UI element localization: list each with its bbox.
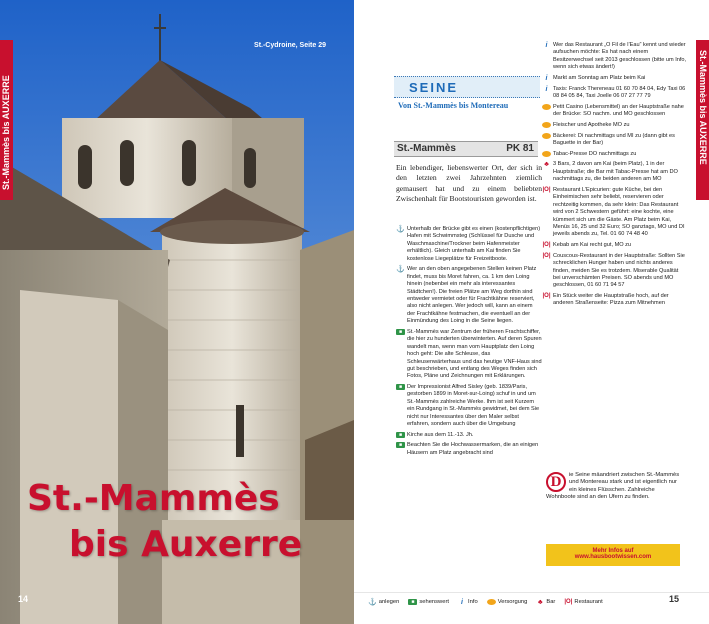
section-subtitle: Von St.-Mammès bis Montereau: [398, 101, 509, 110]
entry-text: St.-Mammès war Zentrum der früheren Frachtschiffer, die hier zu hunderten überwinterten. Auf deren Spuren wandelt man, wenn man vom Hauptplatz den Loing hoch geht: Die alte Schleuse, das Schleusenwärterhaus und das heutige VNF-Haus sind gut beschrieben, und entlang des Weges finden sich Fotos, Pläne und Zeichnungen mit Erklärungen.: [407, 328, 542, 380]
supply-icon: [542, 133, 551, 139]
legend-label: Info: [468, 599, 478, 605]
anchor-icon: ⚓: [396, 266, 405, 274]
entry-text: Taxis: Franck Thereneau 01 60 70 84 04, Edy Taxi 06 08 84 05 84, Taxi Joelle 06 07 27 77 79: [553, 85, 686, 100]
more-info-url: www.hausbootwissen.com: [574, 554, 652, 560]
entry-text: Tabac-Presse DO nachmittags zu: [553, 150, 637, 157]
restaurant-icon: |O|: [564, 599, 573, 605]
sight-icon: ■: [396, 432, 405, 438]
side-tab-right-label: St.-Mammès bis AUXERRE: [698, 50, 708, 165]
supply-icon: [542, 122, 551, 128]
sight-icon: ■: [396, 384, 405, 390]
legend-item: [458, 599, 478, 606]
chapter-title-line2: bis Auxerre: [69, 524, 303, 565]
supply-icon: [542, 151, 551, 157]
intro-paragraph: Ein lebendiger, liebenswerter Ort, der sich in den letzten zwei Jahrzehnten ziemlich gemausert hat und zu einem beliebten Zwischenhalt für Bootstouristen geworden ist.: [396, 163, 542, 203]
side-tab-right: [696, 40, 709, 200]
info-icon: i: [545, 42, 548, 49]
entry-text: Restaurant L’Epicurien: gute Küche, bei den Einheimischen sehr beliebt, reservieren oder rechtzeitig kommen, da sehr klein: Das Restaurant wird von 2 Schwestern geführt: eine kochte, eine kümmert sich um die Gäste. Am Platz beim Kai, Menüs 16, 25 und 32 Euro; SO ganztags, MO und DI jeweils abends zu, Tel. 01 60 74 48 40: [553, 186, 685, 238]
chapter-title-line1: St.-Mammès: [27, 478, 280, 519]
entry-item: [542, 122, 687, 129]
bar-icon: ♣: [544, 161, 549, 169]
restaurant-icon: |O|: [542, 242, 551, 249]
info-icon: i: [545, 85, 548, 93]
legend-item: [368, 598, 399, 606]
entry-text: Fleischer und Apotheke MO zu: [553, 121, 630, 128]
section-title-box: [394, 76, 540, 98]
restaurant-icon: |O|: [542, 252, 551, 259]
entry-text: Kebab am Kai recht gut, MO zu: [553, 242, 632, 249]
note-text: ie Seine mäandriert zwischen St.-Mammès und Montereau stark und ist eigentlich nur ein kleines Flüsschen. Zahlreiche Wohnboote sind an den Ufern zu finden.: [546, 472, 680, 501]
entry-item: [396, 432, 542, 439]
entries-left-column: [396, 226, 542, 461]
icon-legend: [368, 595, 668, 609]
entry-item: [542, 133, 687, 148]
entry-item: [542, 42, 687, 72]
entry-text: Der Impressionist Alfred Sisley (geb. 1839/Paris, gestorben 1899 in Moret-sur-Loing) schuf in und um St.-Mammès zahlreiche Werke. Ihm ist seit Kurzem ein Rundgang in St.-Mammès gewidmet, bei dem Sie nicht nur Interessantes über den Maler selbst erfahren, sondern auch über die Umgebung: [407, 384, 540, 428]
legend-item: [564, 599, 602, 605]
page-number-right: 15: [668, 594, 679, 604]
anchor-icon: ⚓: [368, 599, 377, 606]
entry-item: [542, 187, 687, 239]
entry-item: [542, 86, 687, 101]
info-icon: i: [461, 598, 463, 606]
entry-text: Wer an den oben angegebenen Stellen keinen Platz findet, muss bis Moret fahren, ca. 1 km den Loing hinein (nebenbei ein mehr als interessantes Städtchen!). Die freien Plätze am Weg dorthin sind entweder vermietet oder für Frachtkähne reserviert, also nicht anlegen. Wer jedoch will, kann an einem der Frachtkähne festmachen, die eventuell an der Einmündung des Loing in die Seine liegen.: [407, 266, 537, 325]
entry-text: 3 Bars, 2 davon am Kai (beim Platz), 1 in der Hauptstraße; die Bar mit Tabac-Presse hat am DO nachmittags zu, die beiden anderen am MO: [553, 161, 678, 183]
place-header: [394, 141, 538, 157]
river-note: [546, 472, 684, 502]
entry-item: [396, 384, 542, 428]
legend-label: Restaurant: [574, 599, 603, 605]
info-icon: i: [545, 74, 548, 82]
more-info-label: Mehr Infos auf: [592, 548, 634, 554]
photo-caption: St.-Cydroine, Seite 29: [254, 42, 326, 49]
legend-item: [536, 599, 555, 606]
left-page-photo: [0, 0, 354, 624]
entry-item: [542, 151, 687, 158]
legend-item: [408, 599, 449, 605]
section-title: SEINE: [409, 80, 459, 95]
chapter-title: [27, 476, 302, 568]
entry-item: [396, 266, 542, 325]
entries-right-column: [542, 42, 687, 311]
legend-label: Bar: [546, 599, 556, 605]
entry-item: [542, 104, 687, 119]
entry-text: Kirche aus dem 11.-13. Jh.: [407, 431, 474, 438]
page-number-left: 14: [18, 594, 29, 604]
more-info-box: [546, 544, 680, 566]
legend-label: Versorgung: [497, 599, 528, 605]
entry-item: [542, 293, 687, 308]
entry-text: Wer das Restaurant „O Fil de l’Eau“ kennt und wieder aufsuchen möchte: Es hat nach einem Besitzerwechsel seit 2013 geschlossen (bitte um Info, wenn sich etwas ändert!): [553, 42, 687, 71]
bar-icon: ♣: [538, 598, 543, 606]
note-dropcap: D: [546, 472, 566, 492]
restaurant-icon: |O|: [542, 186, 551, 193]
entry-text: Couscous-Restaurant in der Hauptstraße: Sollten Sie schrecklichen Hunger haben und nichts anderes finden, meiden Sie es trotzdem. Miserable Qualität bei unverschämten Preisen. SO abends und MO geschlossen, 01 60 71 94 57: [553, 252, 685, 289]
sight-icon: ■: [408, 599, 417, 605]
entry-item: [542, 161, 687, 183]
pk-marker: PK 81: [506, 143, 534, 154]
entry-text: Markt am Sonntag am Platz beim Kai: [553, 74, 646, 81]
right-page: [354, 0, 709, 624]
entry-item: [542, 253, 687, 290]
legend-divider: [354, 592, 709, 593]
legend-label: sehenswert: [419, 599, 450, 605]
restaurant-icon: |O|: [542, 293, 551, 300]
anchor-icon: ⚓: [396, 226, 405, 233]
entry-item: [542, 242, 687, 249]
entry-text: Petit Casino (Lebensmittel) an der Hauptstraße nahe der Brücke: SO nachm. und MO geschlossen: [553, 103, 684, 118]
legend-item: [487, 599, 528, 605]
side-tab-left: [0, 40, 13, 200]
supply-icon: [542, 104, 551, 110]
entry-item: [396, 329, 542, 381]
entry-text: Beachten Sie die Hochwassermarken, die an einigen Häusern am Platz angebracht sind: [407, 442, 539, 456]
sight-icon: ■: [396, 442, 405, 448]
sight-icon: ■: [396, 329, 405, 335]
legend-label: anlegen: [378, 599, 400, 605]
entry-item: [396, 226, 542, 263]
entry-item: [396, 442, 542, 457]
entry-text: Ein Stück weiter die Hauptstraße hoch, auf der anderen Straßenseite: Pizza zum Mitnehmen: [553, 293, 669, 307]
supply-icon: [487, 599, 496, 605]
entry-text: Unterhalb der Brücke gibt es einen (kostenpflichtigen) Hafen mit Schwimmsteg (Schlüssel für Dusche und Waschmaschine/Trockner beim Hafenmeister erhältlich). Gleich unterhalb am Kai finden Sie kostenlose Liegeplätze für Freizeitboote.: [407, 226, 541, 262]
entry-text: Bäckerei: Di nachmittags und MI zu (dann gibt es Baguette in der Bar): [553, 132, 675, 146]
entry-item: [542, 75, 687, 82]
side-tab-left-label: St.-Mammès bis AUXERRE: [1, 75, 11, 190]
place-name: St.-Mammès: [397, 143, 456, 154]
